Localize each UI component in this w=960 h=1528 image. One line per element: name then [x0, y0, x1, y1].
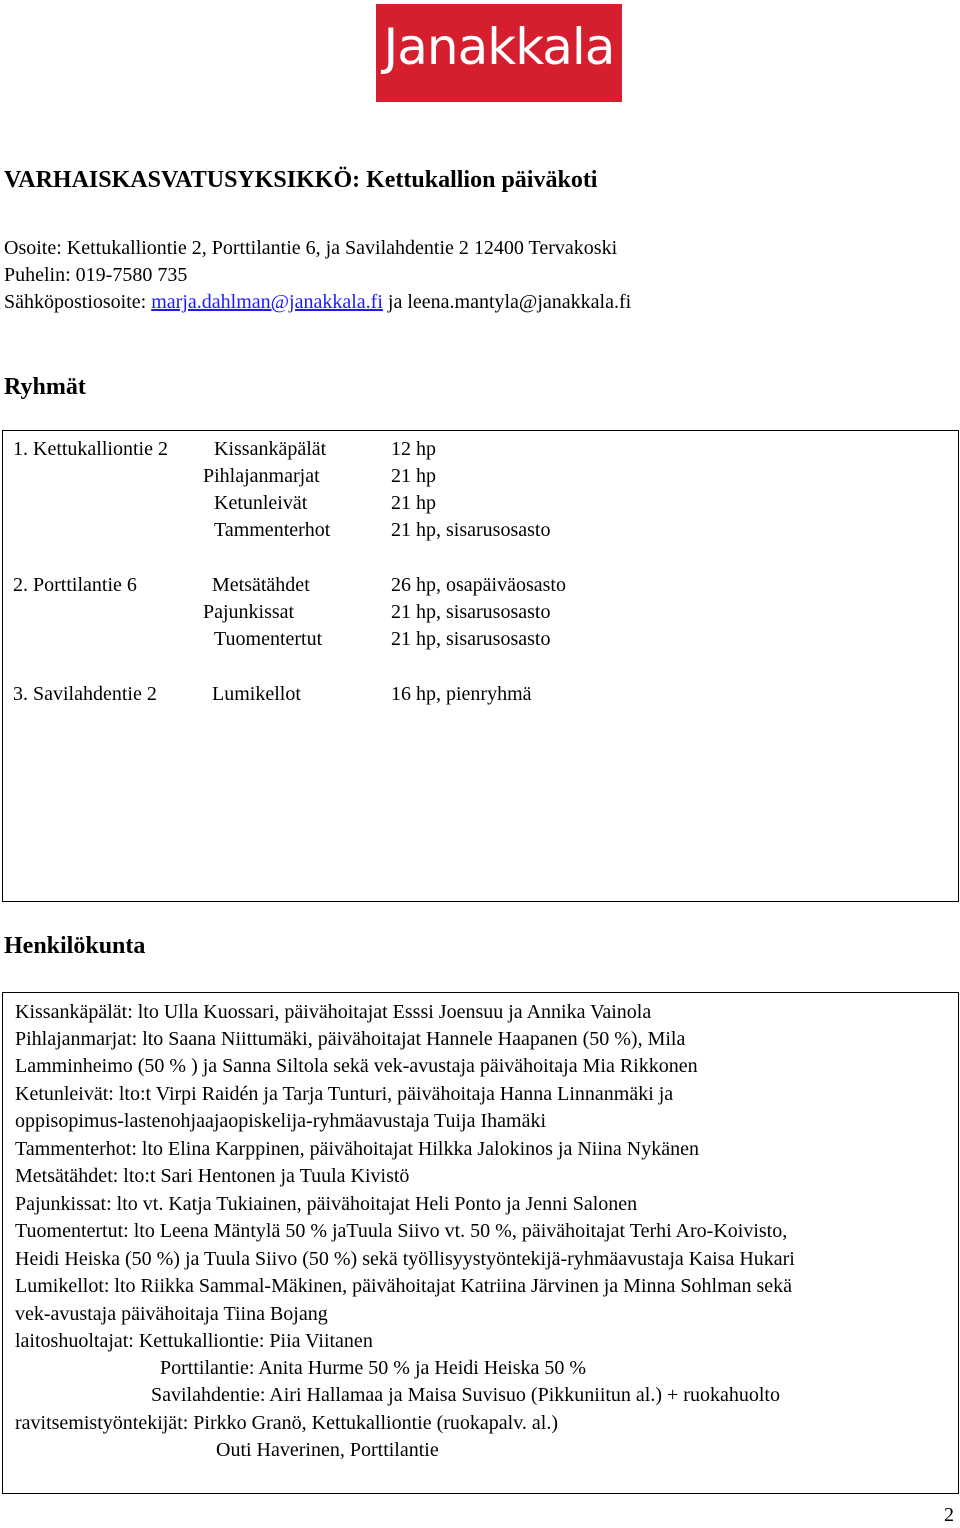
staff-line: Tammenterhot: lto Elina Karppinen, päivähoitajat Hilkka Jalokinos ja Niina Nykänen [15, 1138, 699, 1160]
group-name: Lumikellot [212, 683, 301, 705]
group-info: 21 hp, sisarusosasto [391, 519, 551, 541]
group-name: Ketunleivät [214, 492, 308, 514]
staff-line: Outi Haverinen, Porttilantie [216, 1439, 439, 1461]
staff-line: Savilahdentie: Airi Hallamaa ja Maisa Suvisuo (Pikkuniitun al.) + ruokahuolto [151, 1384, 780, 1406]
staff-line: Kissankäpälät: lto Ulla Kuossari, päivähoitajat Esssi Joensuu ja Annika Vainola [15, 1001, 652, 1023]
staff-line: vek-avustaja päivähoitaja Tiina Bojang [15, 1303, 328, 1325]
janakkala-logo [376, 4, 622, 102]
group-info: 26 hp, osapäiväosasto [391, 574, 566, 596]
email-rest: ja leena.mantyla@janakkala.fi [382, 291, 632, 313]
staff-heading: Henkilökunta [4, 933, 146, 959]
staff-line: Lamminheimo (50 % ) ja Sanna Siltola sekä vek-avustaja päivähoitaja Mia Rikkonen [15, 1055, 698, 1077]
groups-box [2, 430, 959, 902]
staff-line: Tuomentertut: lto Leena Mäntylä 50 % jaTuula Siivo vt. 50 %, päivähoitajat Terhi Aro-Koivisto, [15, 1220, 788, 1242]
staff-line: oppisopimus-lastenohjaajaopiskelija-ryhmäavustaja Tuija Ihamäki [15, 1110, 547, 1132]
email-link[interactable]: marja.dahlman@janakkala.fi [151, 291, 383, 313]
group-info: 12 hp [391, 438, 436, 460]
group-info: 21 hp [391, 492, 436, 514]
staff-line: ravitsemistyöntekijät: Pirkko Granö, Kettukalliontie (ruokapalv. al.) [15, 1412, 559, 1434]
logo-text: Janakkala [383, 18, 615, 76]
page-title: VARHAISKASVATUSYKSIKKÖ: Kettukallion päiväkoti [4, 167, 598, 193]
group-info: 21 hp, sisarusosasto [391, 628, 551, 650]
staff-line: Ketunleivät: lto:t Virpi Raidén ja Tarja Tunturi, päivähoitaja Hanna Linnanmäki ja [15, 1083, 674, 1105]
group-location: 1. Kettukalliontie 2 [13, 438, 168, 460]
group-location: 3. Savilahdentie 2 [13, 683, 157, 705]
staff-line: Metsätähdet: lto:t Sari Hentonen ja Tuula Kivistö [15, 1165, 410, 1187]
phone: Puhelin: 019-7580 735 [4, 264, 188, 286]
group-info: 21 hp, sisarusosasto [391, 601, 551, 623]
page-number: 2 [944, 1504, 954, 1526]
group-info: 21 hp [391, 465, 436, 487]
group-name: Tammenterhot [214, 519, 331, 541]
address: Osoite: Kettukalliontie 2, Porttilantie 6, ja Savilahdentie 2 12400 Tervakoski [4, 237, 618, 259]
staff-line: Pajunkissat: lto vt. Katja Tukiainen, päivähoitajat Heli Ponto ja Jenni Salonen [15, 1193, 638, 1215]
group-name: Metsätähdet [212, 574, 310, 596]
group-info: 16 hp, pienryhmä [391, 683, 532, 705]
group-name: Pajunkissat [203, 601, 295, 623]
groups-heading: Ryhmät [4, 374, 86, 400]
group-name: Tuomentertut [214, 628, 323, 650]
email-line [4, 291, 631, 314]
email-label: Sähköpostiosoite: [4, 291, 152, 313]
staff-line: Heidi Heiska (50 %) ja Tuula Siivo (50 %) sekä työllisyystyöntekijä-ryhmäavustaja Kaisa Hukari [15, 1248, 795, 1270]
staff-line: Pihlajanmarjat: lto Saana Niittumäki, päivähoitajat Hannele Haapanen (50 %), Mila [15, 1028, 686, 1050]
staff-line: Porttilantie: Anita Hurme 50 % ja Heidi Heiska 50 % [160, 1357, 587, 1379]
staff-line: laitoshuoltajat: Kettukalliontie: Piia Viitanen [15, 1330, 373, 1352]
group-location: 2. Porttilantie 6 [13, 574, 137, 596]
group-name: Pihlajanmarjat [203, 465, 320, 487]
staff-line: Lumikellot: lto Riikka Sammal-Mäkinen, päivähoitajat Katriina Järvinen ja Minna Sohlman sekä [15, 1275, 793, 1297]
group-name: Kissankäpälät [214, 438, 327, 460]
staff-box [2, 992, 959, 1494]
